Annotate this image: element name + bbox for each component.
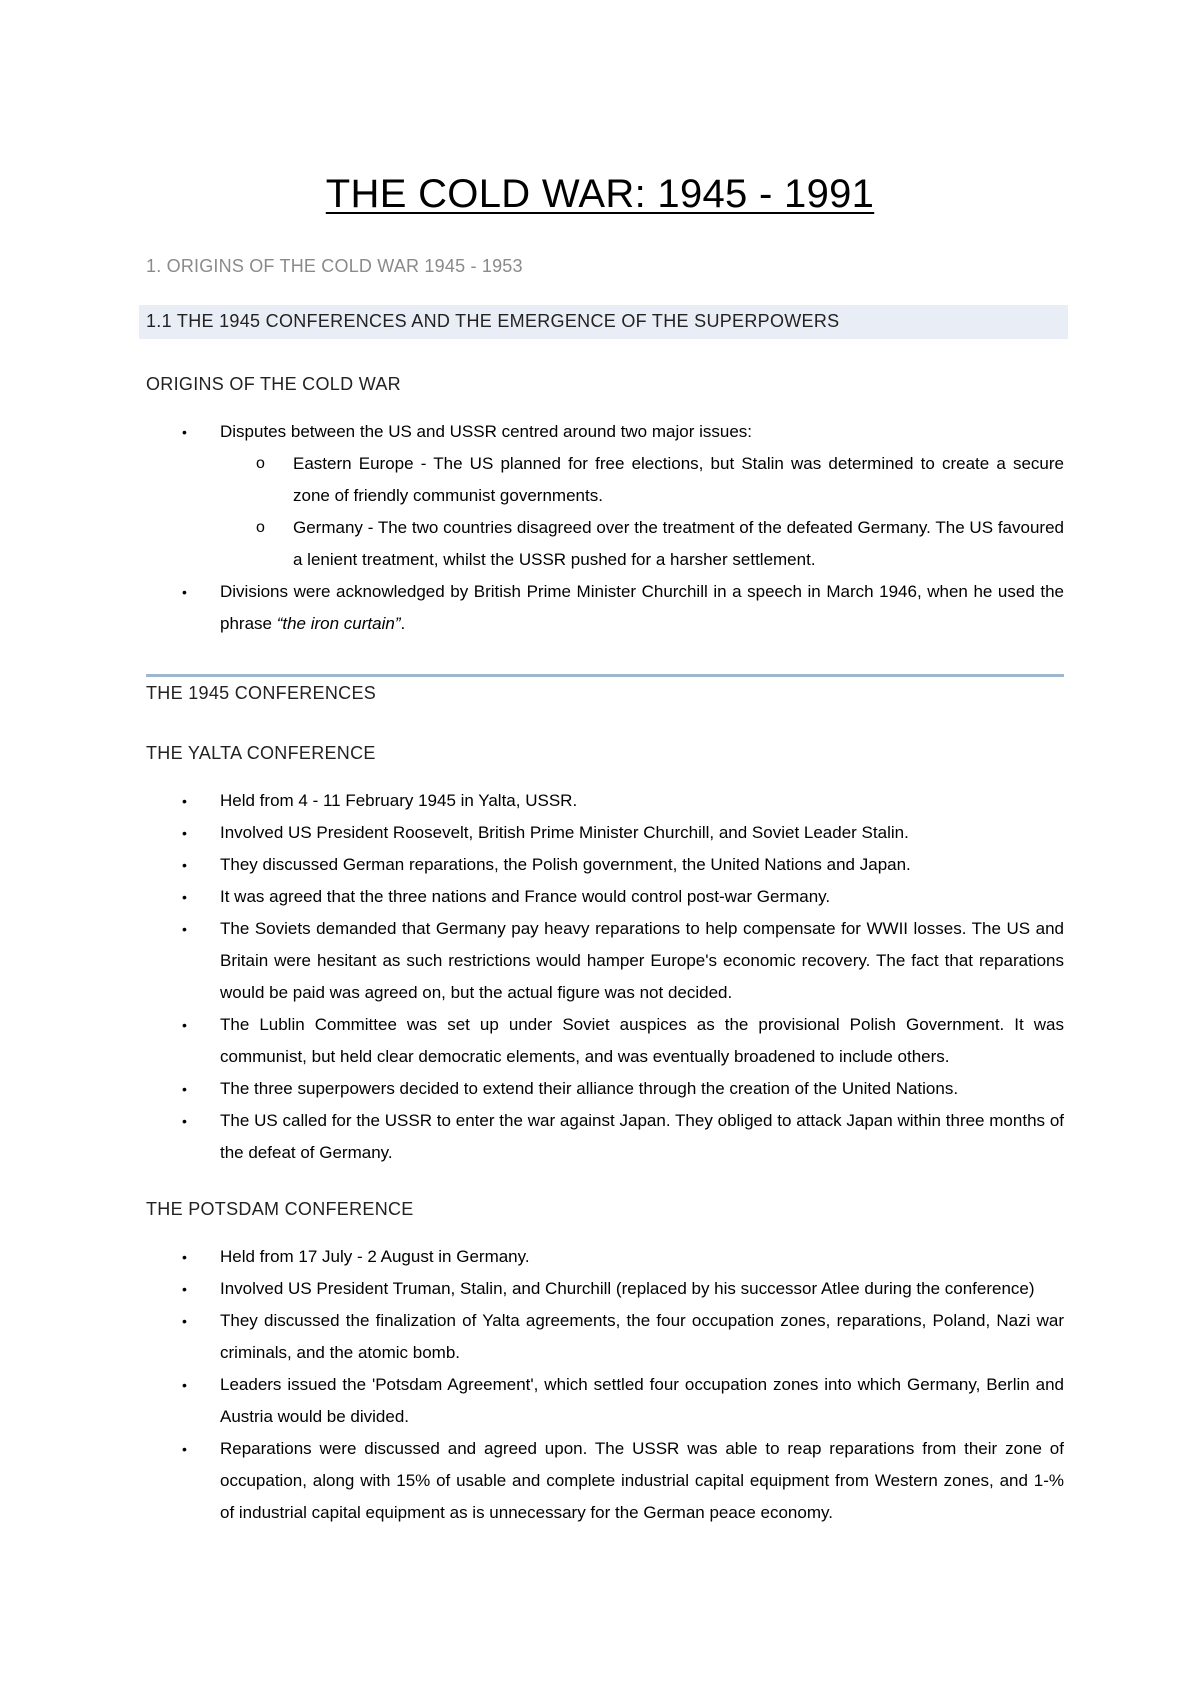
list-item bbox=[146, 913, 1064, 1009]
subsection-heading-1945-conferences: 1.1 THE 1945 CONFERENCES AND THE EMERGENCE OF THE SUPERPOWERS bbox=[139, 305, 1068, 339]
heading-yalta-conference: THE YALTA CONFERENCE bbox=[146, 743, 376, 763]
circle-bullet-icon: o bbox=[256, 455, 265, 472]
document-title bbox=[0, 172, 1200, 217]
bullet-icon: • bbox=[182, 921, 187, 937]
sub-list-item bbox=[220, 512, 1064, 576]
yalta-list bbox=[146, 785, 1064, 1169]
iron-curtain-quote: “the iron curtain” bbox=[276, 614, 401, 633]
list-item bbox=[146, 785, 1064, 817]
list-item bbox=[146, 1305, 1064, 1369]
list-item-text: The Lublin Committee was set up under Soviet auspices as the provisional Polish Government. It was communist, but held clear democratic elements, and was eventually broadened to include others. bbox=[220, 1015, 1064, 1066]
sub-list-item bbox=[220, 448, 1064, 512]
list-item-text: They discussed German reparations, the Polish government, the United Nations and Japan. bbox=[220, 855, 911, 874]
potsdam-list bbox=[146, 1241, 1064, 1529]
bullet-icon: • bbox=[182, 584, 187, 600]
bullet-icon: • bbox=[182, 1281, 187, 1297]
list-item-text: The Soviets demanded that Germany pay heavy reparations to help compensate for WWII losses. The US and Britain were hesitant as such restrictions would hamper Europe's economic recovery. The fact that reparations would be paid was agreed on, but the actual figure was not decided. bbox=[220, 919, 1064, 1002]
bullet-icon: • bbox=[182, 1377, 187, 1393]
bullet-icon: • bbox=[182, 1017, 187, 1033]
sub-list-item-text: Germany - The two countries disagreed over the treatment of the defeated Germany. The US favoured a lenient treatment, whilst the USSR pushed for a harsher settlement. bbox=[293, 518, 1064, 569]
list-item-text: Divisions were acknowledged by British Prime Minister Churchill in a speech in March 1946, when he used the phrase bbox=[220, 582, 1064, 633]
list-item bbox=[146, 576, 1064, 640]
list-item-text: Reparations were discussed and agreed upon. The USSR was able to reap reparations from their zone of occupation, along with 15% of usable and complete industrial capital equipment from Western zones, and 1-% of industrial capital equipment as is unnecessary for the German peace economy. bbox=[220, 1439, 1064, 1522]
list-item bbox=[146, 1009, 1064, 1073]
document-title-text: THE COLD WAR: 1945 - 1991 bbox=[325, 172, 875, 216]
bullet-icon: • bbox=[182, 1113, 187, 1129]
bullet-icon: • bbox=[182, 424, 187, 440]
list-item bbox=[146, 1369, 1064, 1433]
list-item bbox=[146, 1105, 1064, 1169]
bullet-icon: • bbox=[182, 1441, 187, 1457]
list-item bbox=[146, 881, 1064, 913]
heading-1945-conferences: THE 1945 CONFERENCES bbox=[146, 683, 377, 703]
list-item bbox=[146, 1433, 1064, 1529]
bullet-icon: • bbox=[182, 1249, 187, 1265]
list-item-text: They discussed the finalization of Yalta agreements, the four occupation zones, reparations, Poland, Nazi war criminals, and the atomic bomb. bbox=[220, 1311, 1064, 1362]
section-heading-origins-1945-1953: 1. ORIGINS OF THE COLD WAR 1945 - 1953 bbox=[146, 256, 523, 276]
sub-list-item-text: Eastern Europe - The US planned for free elections, but Stalin was determined to create a secure zone of friendly communist governments. bbox=[293, 454, 1064, 505]
list-item-text: Disputes between the US and USSR centred around two major issues: bbox=[220, 422, 752, 441]
bullet-icon: • bbox=[182, 1081, 187, 1097]
bullet-icon: • bbox=[182, 1313, 187, 1329]
bullet-icon: • bbox=[182, 793, 187, 809]
list-item-text: The US called for the USSR to enter the war against Japan. They obliged to attack Japan within three months of the defeat of Germany. bbox=[220, 1111, 1064, 1162]
list-item-text: Involved US President Roosevelt, British Prime Minister Churchill, and Soviet Leader Stalin. bbox=[220, 823, 909, 842]
sub-list bbox=[220, 448, 1064, 576]
list-item bbox=[146, 1241, 1064, 1273]
list-item bbox=[146, 1073, 1064, 1105]
list-item-text: It was agreed that the three nations and France would control post-war Germany. bbox=[220, 887, 831, 906]
list-item-text: The three superpowers decided to extend their alliance through the creation of the United Nations. bbox=[220, 1079, 959, 1098]
list-item-end: . bbox=[400, 614, 406, 633]
list-item bbox=[146, 849, 1064, 881]
bullet-icon: • bbox=[182, 857, 187, 873]
heading-origins-of-cold-war: ORIGINS OF THE COLD WAR bbox=[146, 374, 401, 394]
circle-bullet-icon: o bbox=[256, 519, 265, 536]
list-item-text: Leaders issued the 'Potsdam Agreement', which settled four occupation zones into which Germany, Berlin and Austria would be divided. bbox=[220, 1375, 1064, 1426]
list-item bbox=[146, 416, 1064, 576]
list-item bbox=[146, 1273, 1064, 1305]
list-item-text: Involved US President Truman, Stalin, and Churchill (replaced by his successor Atlee during the conference) bbox=[220, 1279, 1035, 1298]
section-divider bbox=[146, 674, 1064, 677]
list-item-text: Held from 17 July - 2 August in Germany. bbox=[220, 1247, 530, 1266]
bullet-icon: • bbox=[182, 889, 187, 905]
list-item-text: Held from 4 - 11 February 1945 in Yalta, USSR. bbox=[220, 791, 578, 810]
bullet-icon: • bbox=[182, 825, 187, 841]
heading-potsdam-conference: THE POTSDAM CONFERENCE bbox=[146, 1199, 414, 1219]
origins-list bbox=[146, 416, 1064, 640]
list-item bbox=[146, 817, 1064, 849]
